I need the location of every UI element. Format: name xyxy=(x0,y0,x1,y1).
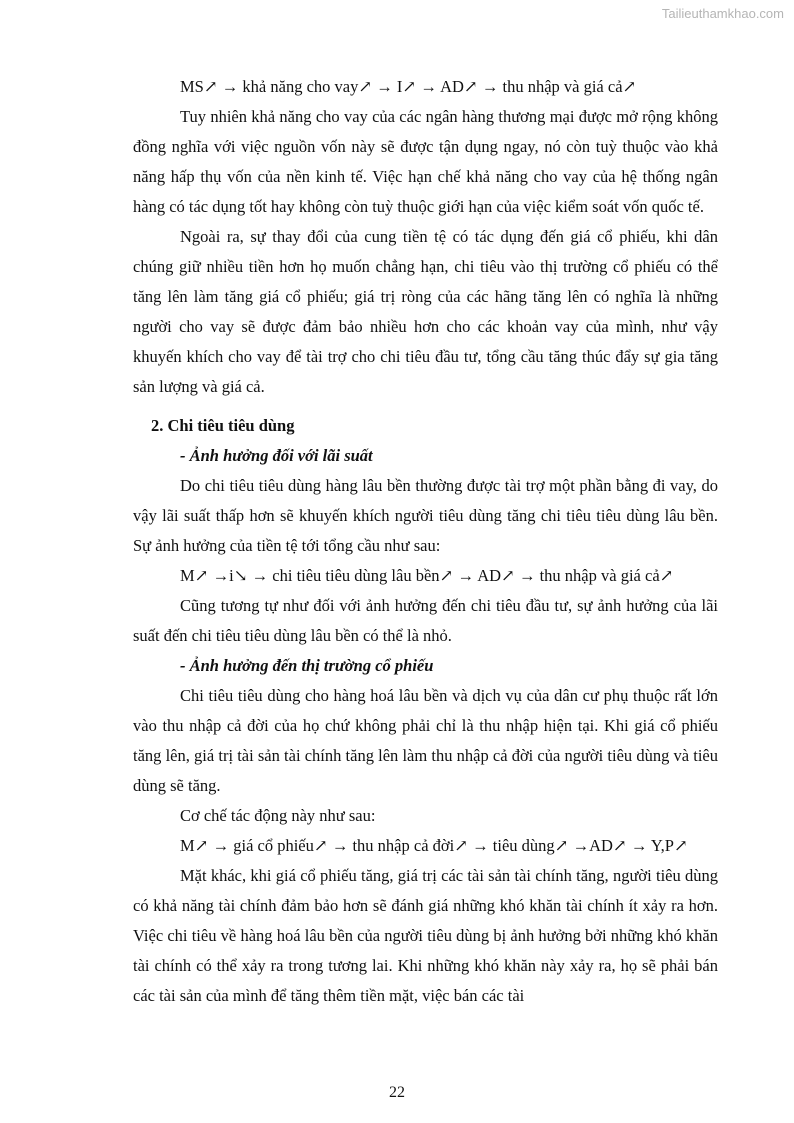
subsection-heading: - Ảnh hưởng đến thị trường cổ phiếu xyxy=(180,656,434,675)
formula-stock-channel: M↗ → giá cổ phiếu↗ → thu nhập cả đời↗ → tiêu dùng↗ →AD↗ → Y,P↗ xyxy=(180,836,688,855)
paragraph: Mặt khác, khi giá cổ phiếu tăng, giá trị các tài sản tài chính tăng, người tiêu dùng có khả năng tài chính đảm bảo hơn sẽ đánh giá những khó khăn tài chính ít xảy ra hơn. Việc chi tiêu về hàng hoá lâu bền của người tiêu dùng bị ảnh hưởng bởi những khó khăn tài chính có thể xảy ra trong tương lai. Khi những khó khăn này xảy ra, họ sẽ phải bán các tài sản của mình để tăng thêm tiền mặt, việc bán các tài xyxy=(133,866,718,1005)
section-heading: 2. Chi tiêu tiêu dùng xyxy=(151,416,295,435)
paragraph: Cơ chế tác động này như sau: xyxy=(180,806,376,825)
paragraph: Cũng tương tự như đối với ảnh hưởng đến chi tiêu đầu tư, sự ảnh hưởng của lãi suất đến chi tiêu tiêu dùng lâu bền có thể là nhỏ. xyxy=(133,596,718,645)
subsection-heading: - Ảnh hưởng đối với lãi suất xyxy=(180,446,373,465)
paragraph: Do chi tiêu tiêu dùng hàng lâu bền thường được tài trợ một phần bằng đi vay, do vậy lãi suất thấp hơn sẽ khuyến khích người tiêu dùng tăng chi tiêu tiêu dùng lâu bền. Sự ảnh hưởng của tiền tệ tới tổng cầu như sau: xyxy=(133,476,718,555)
paragraph: Ngoài ra, sự thay đổi của cung tiền tệ có tác dụng đến giá cổ phiếu, khi dân chúng giữ nhiều tiền hơn họ muốn chẳng hạn, chi tiêu vào thị trường cổ phiếu có thể tăng lên làm tăng giá cổ phiếu; giá trị ròng của các hãng tăng lên có nghĩa là những người cho vay sẽ được đảm bảo nhiều hơn cho các khoản vay của mình, như vậy khuyến khích cho vay để tài trợ cho chi tiêu đầu tư, tổng cầu tăng thúc đẩy sự gia tăng sản lượng và giá cả. xyxy=(133,227,718,396)
page-number: 22 xyxy=(389,1084,405,1101)
watermark: Tailieuthamkhao.com xyxy=(661,6,784,21)
formula-lending-channel: MS↗ → khả năng cho vay↗ → I↗ → AD↗ → thu nhập và giá cả↗ xyxy=(180,77,637,96)
paragraph: Tuy nhiên khả năng cho vay của các ngân hàng thương mại được mở rộng không đồng nghĩa với việc nguồn vốn này sẽ được tận dụng ngay, nó còn tuỳ thuộc vào khả năng hấp thụ vốn của nền kinh tế. Việc hạn chế khả năng cho vay của hệ thống ngân hàng có tác dụng tốt hay không còn tuỳ thuộc giới hạn của việc kiểm soát vốn quốc tế. xyxy=(133,107,718,216)
paragraph: Chi tiêu tiêu dùng cho hàng hoá lâu bền và dịch vụ của dân cư phụ thuộc rất lớn vào thu nhập cả đời của họ chứ không phải chỉ là thu nhập hiện tại. Khi giá cổ phiếu tăng lên, giá trị tài sản tài chính tăng lên làm thu nhập cả đời của người tiêu dùng và tiêu dùng sẽ tăng. xyxy=(133,686,718,795)
formula-interest-channel: M↗ →i↘ → chi tiêu tiêu dùng lâu bền↗ → AD↗ → thu nhập và giá cả↗ xyxy=(180,566,674,585)
document-body xyxy=(133,72,718,1011)
